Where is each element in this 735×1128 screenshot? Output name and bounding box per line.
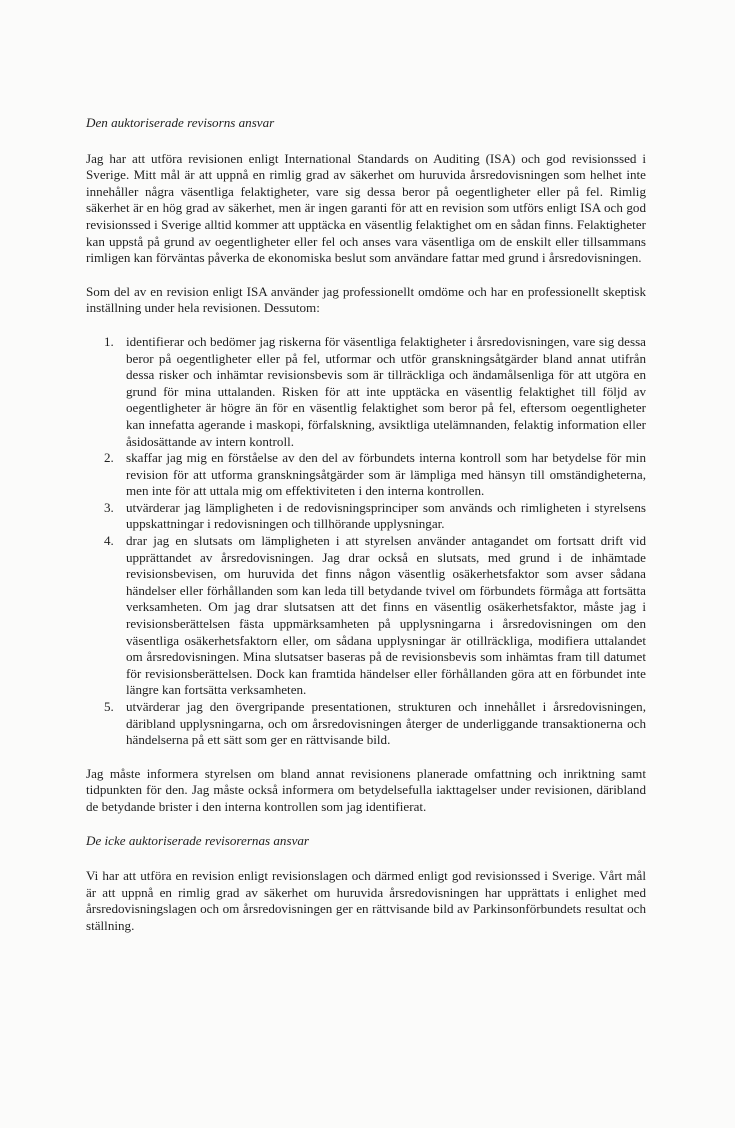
list-item: [86, 450, 646, 500]
list-item-number: 3.: [104, 499, 114, 515]
list-item-number: 2.: [104, 450, 114, 466]
list-item-text: utvärderar jag lämpligheten i de redovisningsprinciper som används och rimligheten i styrelsens uppskattningar i redovisningen och tillhörande upplysningar.: [126, 499, 646, 532]
section-heading-icke-auktoriserade: De icke auktoriserade revisorernas ansvar: [86, 832, 310, 848]
paragraph-isa-intro: Som del av en revision enligt ISA använder jag professionellt omdöme och har en professionellt skeptisk inställning under hela revisionen. Dessutom:: [86, 283, 646, 316]
section-heading-auktoriserad-revisor: Den auktoriserade revisorns ansvar: [86, 115, 275, 130]
list-item-text: utvärderar jag den övergripande presentationen, strukturen och innehållet i årsredovisningen, däribland upplysningarna, och om årsredovisningen återger de underliggande transaktionerna och händelserna på ett sätt som ger en rättvisande bild.: [126, 699, 646, 748]
list-item-text: identifierar och bedömer jag riskerna för väsentliga felaktigheter i årsredovisningen, vare sig dessa beror på oegentligheter eller på fel, utformar och utför granskningsåtgärder bland annat utifrån dessa risker och inhämtar revisionsbevis som är tillräckliga och ändamålsenliga för att utgöra en grund för mina uttalanden. Risken för att inte upptäcka en väsentlig felaktighet till följd av oegentligheter är högre än för en väsentlig felaktighet som beror på fel, eftersom oegentligheter kan innefatta agerande i maskopi, förfalskning, avsiktliga utelämnanden, felaktig information eller åsidosättande av intern kontroll.: [126, 333, 646, 449]
paragraph-informera-styrelsen: Jag måste informera styrelsen om bland annat revisionens planerade omfattning och inriktning samt tidpunkten för den. Jag måste också informera om betydelsefulla iakttagelser under revisionen, däribland de betydande brister i den interna kontrollen som jag identifierat.: [86, 765, 646, 814]
list-item: [86, 500, 646, 533]
list-item-number: 1.: [104, 333, 114, 349]
list-item-text: drar jag en slutsats om lämpligheten i att styrelsen använder antagandet om fortsatt drift vid upprättandet av årsredovisningen. Jag drar också en slutsats, med grund i de inhämtade revisionsbevisen, om huruvida det finns någon väsentlig osäkerhetsfaktor som avser sådana händelser eller förhållanden som kan leda till betydande tvivel om förbundets förmåga att fortsätta verksamheten. Om jag drar slutsatsen att det finns en väsentlig osäkerhetsfaktor, måste jag i revisionsberättelsen fästa uppmärksamheten på upplysningarna i årsredovisningen om den väsentliga osäkerhetsfaktorn eller, om sådana upplysningar är otillräckliga, modifiera uttalandet om årsredovisningen. Mina slutsatser baseras på de revisionsbevis som inhämtas fram till datumet för revisionsberättelsen. Dock kan framtida händelser eller förhållanden göra att en förbundet inte längre kan fortsätta verksamheten.: [126, 533, 646, 698]
list-item-number: 4.: [104, 533, 114, 549]
list-item-text: skaffar jag mig en förståelse av den del av förbundets interna kontroll som har betydelse för min revision för att utforma granskningsåtgärder som är lämpliga med hänsyn till omständigheterna, men inte för att uttala mig om effektiviteten i den interna kontrollen.: [126, 450, 646, 499]
audit-steps-list: [86, 334, 646, 749]
list-item: [86, 533, 646, 699]
list-item-number: 5.: [104, 699, 114, 714]
paragraph-revisorns-ansvar: Jag har att utföra revisionen enligt International Standards on Auditing (ISA) och god revisionssed i Sverige. Mitt mål är att uppnå en rimlig grad av säkerhet om huruvida årsredovisningen som helhet inte innehåller några väsentliga felaktigheter, vare sig dessa beror på oegentligheter eller på fel. Rimlig säkerhet är en hög grad av säkerhet, men är ingen garanti för att en revision som utförs enligt ISA och god revisionssed i Sverige alltid kommer att upptäcka en väsentlig felaktighet om en sådan finns. Felaktigheter kan uppstå på grund av oegentligheter eller fel och anses vara väsentliga om de enskilt eller tillsammans rimligen kan förväntas påverka de ekonomiska beslut som användare fattar med grund i årsredovisningen.: [86, 150, 646, 266]
list-item: [86, 699, 646, 749]
paragraph-icke-auktoriserade-ansvar: Vi har att utföra en revision enligt revisionslagen och därmed enligt god revisionssed i Sverige. Vårt mål är att uppnå en rimlig grad av säkerhet om huruvida årsredovisningen har upprättats i enlighet med årsredovisningslagen och om årsredovisningen ger en rättvisande bild av Parkinsonförbundets resultat och ställning.: [86, 868, 646, 933]
list-item: [86, 334, 646, 450]
document-body: [86, 115, 646, 935]
